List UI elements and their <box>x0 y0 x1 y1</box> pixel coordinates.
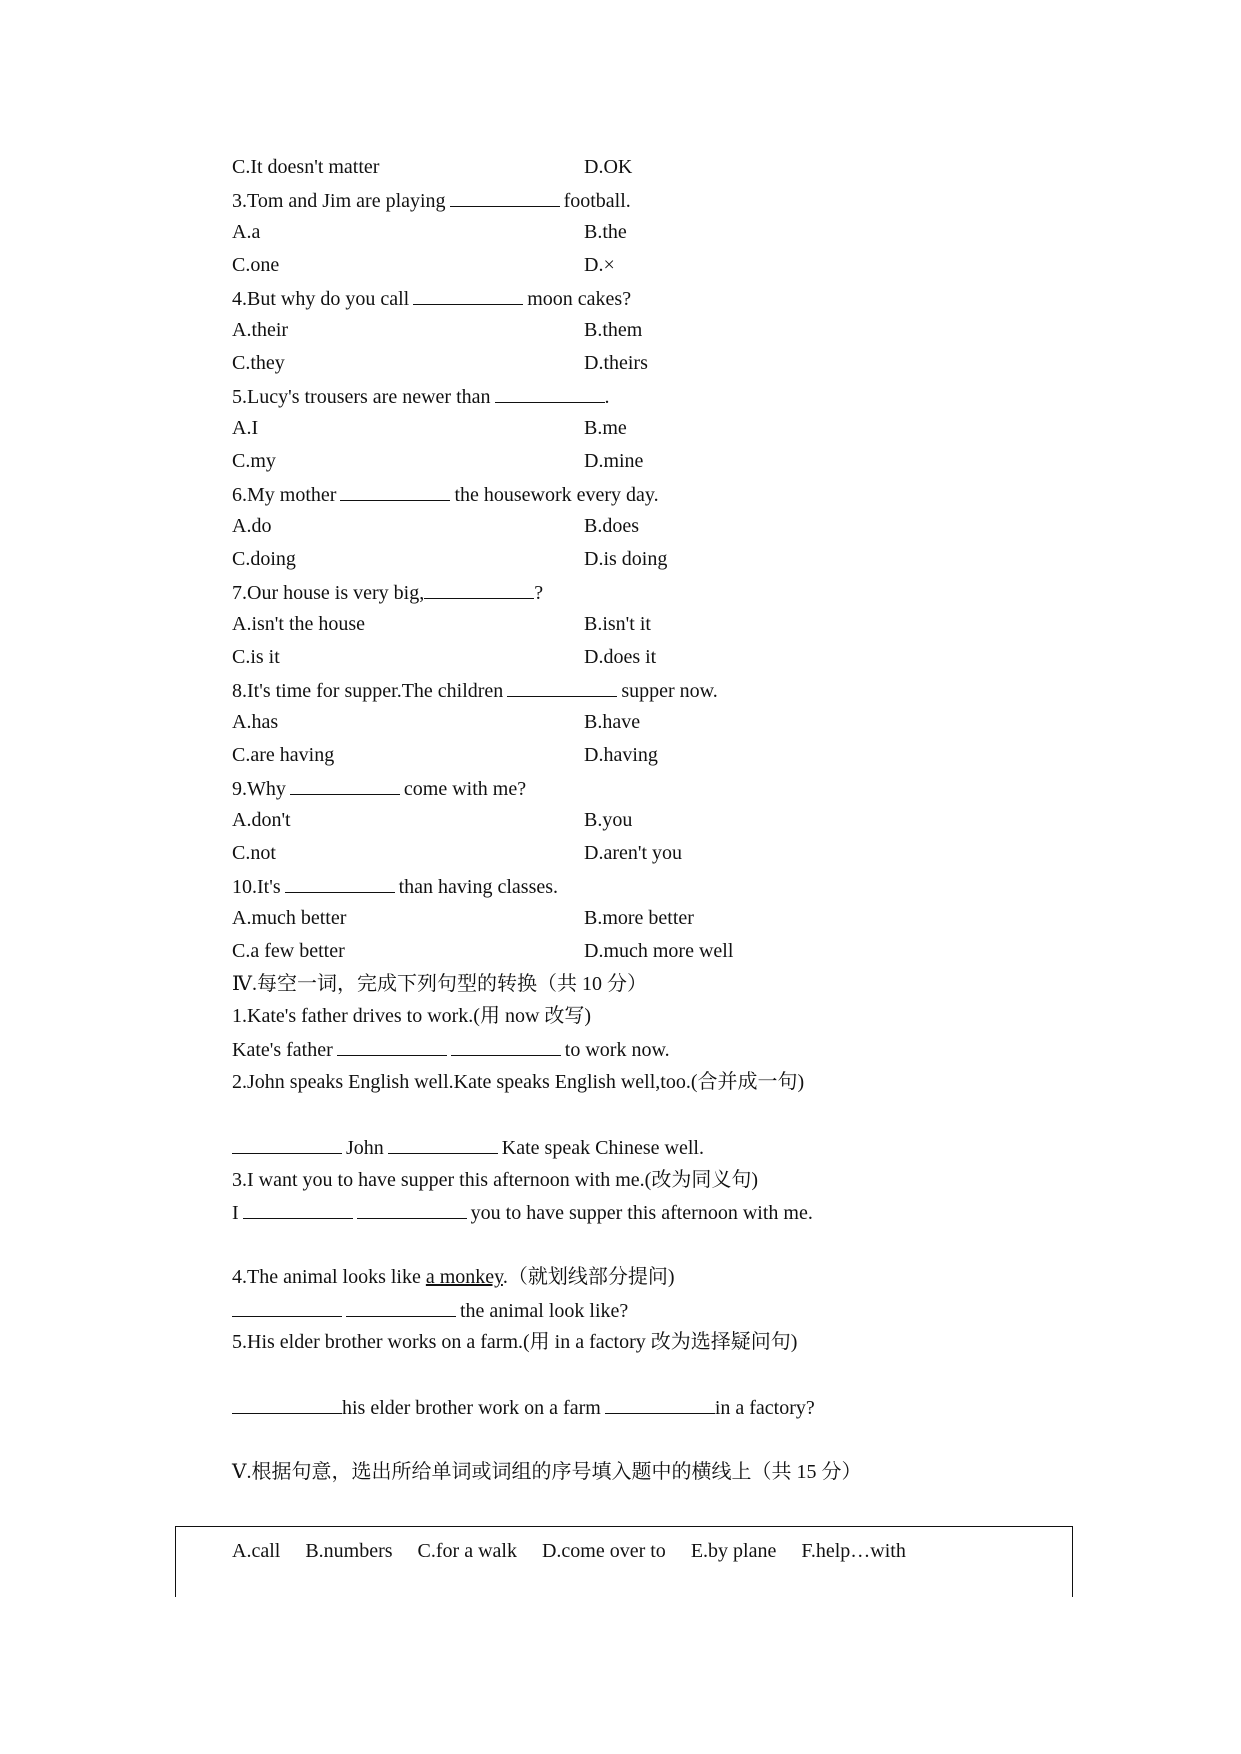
word-bank <box>232 1537 926 1565</box>
q6-option-d: D.is doing <box>584 548 668 570</box>
q3-text-post: football. <box>563 190 631 212</box>
s4-4-post: the animal look like? <box>460 1300 629 1322</box>
q8-option-a: A.has <box>232 711 279 733</box>
q7-option-c: C.is it <box>232 646 280 668</box>
question-8 <box>232 676 718 704</box>
answer-blank[interactable] <box>424 578 534 599</box>
s4-3-pre: I <box>232 1202 239 1224</box>
word-bank-item: B.numbers <box>305 1540 393 1562</box>
word-bank-item: E.by plane <box>690 1540 777 1562</box>
answer-blank[interactable] <box>450 186 560 207</box>
q6-option-a: A.do <box>232 515 272 537</box>
s4-5-mid: his elder brother work on a farm <box>342 1397 601 1419</box>
answer-blank[interactable] <box>495 382 605 403</box>
answer-blank[interactable] <box>357 1198 467 1219</box>
answer-blank[interactable] <box>413 284 523 305</box>
s4-1-pre: Kate's father <box>232 1039 333 1061</box>
q4-text-post: moon cakes? <box>527 288 632 310</box>
s4-4-q-underlined: a monkey <box>425 1266 503 1288</box>
q6-text-pre: 6.My mother <box>232 484 337 506</box>
question-6 <box>232 480 659 508</box>
question-3 <box>232 186 631 214</box>
q5-option-d: D.mine <box>584 450 644 472</box>
s4-answer-line-3 <box>232 1198 813 1226</box>
q2-option-d: D.OK <box>584 156 633 178</box>
section-5-heading: Ⅴ.根据句意，选出所给单词或词组的序号填入题中的横线上（共 15 分） <box>232 1461 862 1483</box>
q4-option-c: C.they <box>232 352 285 374</box>
answer-blank[interactable] <box>285 872 395 893</box>
q10-option-c: C.a few better <box>232 940 345 962</box>
answer-blank[interactable] <box>340 480 450 501</box>
s4-2-post: Kate speak Chinese well. <box>501 1137 704 1159</box>
answer-blank[interactable] <box>507 676 617 697</box>
q8-option-c: C.are having <box>232 744 335 766</box>
answer-blank[interactable] <box>232 1393 342 1414</box>
s4-answer-line-4 <box>232 1296 628 1324</box>
s4-4-q-post: .（就划线部分提问) <box>502 1266 675 1288</box>
q9-option-a: A.don't <box>232 809 291 831</box>
q6-option-b: B.does <box>584 515 639 537</box>
q9-option-c: C.not <box>232 842 276 864</box>
s4-answer-line-1 <box>232 1035 670 1063</box>
s4-question-1: 1.Kate's father drives to work.(用 now 改写) <box>232 1005 592 1027</box>
q9-option-b: B.you <box>584 809 633 831</box>
q10-text-pre: 10.It's <box>232 876 281 898</box>
s4-answer-line-5 <box>232 1393 815 1421</box>
q6-option-c: C.doing <box>232 548 296 570</box>
q10-option-a: A.much better <box>232 907 347 929</box>
q9-option-d: D.aren't you <box>584 842 683 864</box>
q4-text-pre: 4.But why do you call <box>232 288 410 310</box>
s4-4-q-pre: 4.The animal looks like <box>232 1266 426 1288</box>
answer-blank[interactable] <box>337 1035 447 1056</box>
q5-text-pre: 5.Lucy's trousers are newer than <box>232 386 491 408</box>
answer-blank[interactable] <box>232 1133 342 1154</box>
s4-3-post: you to have supper this afternoon with me. <box>470 1202 813 1224</box>
q3-option-a: A.a <box>232 221 261 243</box>
q7-option-b: B.isn't it <box>584 613 651 635</box>
q5-text-post: . <box>604 386 610 408</box>
q7-text-post: ? <box>534 582 544 604</box>
s4-answer-line-2 <box>232 1133 704 1161</box>
q3-text-pre: 3.Tom and Jim are playing <box>232 190 446 212</box>
answer-blank[interactable] <box>605 1393 715 1414</box>
q6-text-post: the housework every day. <box>454 484 659 506</box>
q7-option-d: D.does it <box>584 646 657 668</box>
q3-option-c: C.one <box>232 254 280 276</box>
q3-option-d: D.× <box>584 254 615 276</box>
q4-option-b: B.them <box>584 319 643 341</box>
q8-text-pre: 8.It's time for supper.The children <box>232 680 504 702</box>
question-4 <box>232 284 631 312</box>
q10-text-post: than having classes. <box>398 876 559 898</box>
q10-option-b: B.more better <box>584 907 694 929</box>
s4-5-post: in a factory? <box>714 1397 815 1419</box>
s4-question-2: 2.John speaks English well.Kate speaks English well,too.(合并成一句) <box>232 1071 805 1093</box>
q5-option-b: B.me <box>584 417 627 439</box>
s4-2-mid: John <box>346 1137 384 1159</box>
q9-text-post: come with me? <box>403 778 527 800</box>
s4-question-3: 3.I want you to have supper this afternoon with me.(改为同义句) <box>232 1169 759 1191</box>
question-9 <box>232 774 526 802</box>
answer-blank[interactable] <box>290 774 400 795</box>
q5-option-c: C.my <box>232 450 276 472</box>
word-bank-item: A.call <box>232 1540 281 1562</box>
answer-blank[interactable] <box>243 1198 353 1219</box>
q8-option-b: B.have <box>584 711 641 733</box>
q10-option-d: D.much more well <box>584 940 734 962</box>
q4-option-d: D.theirs <box>584 352 648 374</box>
answer-blank[interactable] <box>388 1133 498 1154</box>
question-7 <box>232 578 543 606</box>
question-5 <box>232 382 610 410</box>
word-bank-item: F.help…with <box>801 1540 906 1562</box>
s4-1-post: to work now. <box>564 1039 670 1061</box>
word-bank-item: D.come over to <box>541 1540 666 1562</box>
answer-blank[interactable] <box>346 1296 456 1317</box>
q7-text-pre: 7.Our house is very big, <box>232 582 425 604</box>
section-4-heading: Ⅳ.每空一词，完成下列句型的转换（共 10 分） <box>232 973 647 995</box>
q2-option-c: C.It doesn't matter <box>232 156 380 178</box>
answer-blank[interactable] <box>232 1296 342 1317</box>
q8-option-d: D.having <box>584 744 658 766</box>
word-bank-box <box>175 1526 1073 1597</box>
q3-option-b: B.the <box>584 221 627 243</box>
q9-text-pre: 9.Why <box>232 778 286 800</box>
q8-text-post: supper now. <box>621 680 718 702</box>
word-bank-item: C.for a walk <box>417 1540 517 1562</box>
q7-option-a: A.isn't the house <box>232 613 366 635</box>
question-10 <box>232 872 558 900</box>
s4-question-4 <box>232 1263 675 1291</box>
s4-question-5: 5.His elder brother works on a farm.(用 in a factory 改为选择疑问句) <box>232 1331 798 1353</box>
q5-option-a: A.I <box>232 417 259 439</box>
q4-option-a: A.their <box>232 319 289 341</box>
answer-blank[interactable] <box>451 1035 561 1056</box>
